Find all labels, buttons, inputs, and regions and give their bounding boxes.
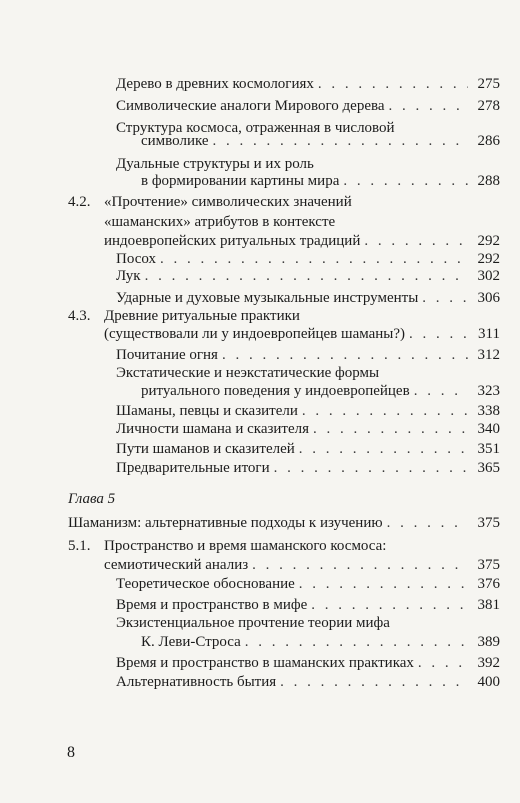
toc-entry-title: Время и пространство в шаманских практиках <box>116 655 414 671</box>
toc-entry-line: Дуальные структуры и их роль <box>116 156 314 172</box>
toc-entry-page: 351 <box>477 441 500 457</box>
toc-entry <box>116 266 500 286</box>
toc-entry-page: 286 <box>477 133 500 149</box>
toc-entry-page: 365 <box>477 460 500 476</box>
toc-entry <box>116 595 500 615</box>
toc-entry-page: 323 <box>477 383 500 399</box>
section-entry <box>104 324 500 344</box>
toc-entry-title: К. Леви-Строса <box>141 634 241 650</box>
toc-entry-page: 381 <box>477 597 500 613</box>
toc-entry-page: 288 <box>477 173 500 189</box>
leader-dots <box>302 401 468 421</box>
toc-entry-title: Теоретическое обоснование <box>116 576 295 592</box>
leader-dots <box>343 171 468 191</box>
toc-entry-page: 400 <box>477 674 500 690</box>
toc-entry-page: 340 <box>477 421 500 437</box>
toc-entry <box>116 419 500 439</box>
toc-entry-page: 278 <box>477 98 500 114</box>
toc-entry-title: Дерево в древних космологиях <box>116 76 314 92</box>
section-page: 375 <box>477 557 500 573</box>
toc-entry <box>116 458 500 478</box>
chapter-entry <box>68 513 500 533</box>
toc-entry-title: символике <box>141 133 209 149</box>
toc-entry-title: ритуального поведения у индоевропейцев <box>141 383 410 399</box>
toc-entry-title: в формировании картины мира <box>141 173 340 189</box>
toc-entry-page: 302 <box>477 268 500 284</box>
toc-entry <box>116 439 500 459</box>
section-number: 5.1. <box>68 538 91 554</box>
chapter-title: Шаманизм: альтернативные подходы к изучению <box>68 515 383 531</box>
toc-entry <box>141 171 500 191</box>
toc-entry-title: Предварительные итоги <box>116 460 270 476</box>
toc-entry-line: Экстатические и неэкстатические формы <box>116 365 380 381</box>
section-entry <box>104 555 500 575</box>
leader-dots <box>252 555 468 575</box>
leader-dots <box>311 595 468 615</box>
section-title: семиотический анализ <box>104 557 249 573</box>
toc-entry <box>116 574 500 594</box>
toc-entry-page: 338 <box>477 403 500 419</box>
chapter-page: 375 <box>477 515 500 531</box>
toc-entry-page: 376 <box>477 576 500 592</box>
section-heading-line: 4.3. Древние ритуальные практики <box>68 308 300 324</box>
leader-dots <box>145 266 468 286</box>
section-title: индоевропейских ритуальных традиций <box>104 233 361 249</box>
section-page: 292 <box>477 233 500 249</box>
section-entry <box>104 231 500 251</box>
leader-dots <box>274 458 468 478</box>
toc-entry <box>141 131 500 151</box>
section-page: 311 <box>478 326 500 342</box>
chapter-label: Глава 5 <box>68 491 116 507</box>
toc-entry-page: 389 <box>477 634 500 650</box>
section-number: 4.2. <box>68 194 91 210</box>
leader-dots <box>222 345 468 365</box>
toc-entry-title: Посох <box>116 251 156 267</box>
toc-entry <box>116 672 500 692</box>
toc-entry-title: Почитание огня <box>116 347 218 363</box>
toc-entry <box>116 653 500 673</box>
toc-entry-line: Структура космоса, отраженная в числовой <box>116 120 395 136</box>
section-title: (существовали ли у индоевропейцев шаманы?) <box>104 326 406 342</box>
toc-entry <box>116 96 500 116</box>
toc-entry-title: Ударные и духовые музыкальные инструменты <box>116 290 419 306</box>
toc-entry <box>141 381 500 401</box>
leader-dots <box>318 74 468 94</box>
toc-entry-title: Время и пространство в мифе <box>116 597 308 613</box>
leader-dots <box>313 419 468 439</box>
section-heading-line: 5.1. Пространство и время шаманского космоса: <box>68 538 387 554</box>
section-heading-line: «шаманских» атрибутов в контексте <box>104 214 336 230</box>
leader-dots <box>280 672 468 692</box>
toc-entry <box>116 345 500 365</box>
toc-entry-title: Альтернативность бытия <box>116 674 277 690</box>
toc-entry-title: Символические аналоги Мирового дерева <box>116 98 385 114</box>
toc-entry <box>116 288 500 308</box>
toc-entry <box>141 632 500 652</box>
section-heading-line: 4.2. «Прочтение» символических значений <box>68 194 352 210</box>
leader-dots <box>213 131 468 151</box>
leader-dots <box>387 513 468 533</box>
leader-dots <box>364 231 468 251</box>
leader-dots <box>299 574 468 594</box>
leader-dots <box>299 439 468 459</box>
toc-entry-page: 392 <box>477 655 500 671</box>
toc-entry-title: Шаманы, певцы и сказители <box>116 403 298 419</box>
toc-entry-page: 312 <box>477 347 500 363</box>
toc-entry-title: Лук <box>116 268 141 284</box>
leader-dots <box>409 324 468 344</box>
toc-entry-page: 275 <box>477 76 500 92</box>
toc-entry-line: Экзистенциальное прочтение теории мифа <box>116 615 390 631</box>
leader-dots <box>418 653 468 673</box>
leader-dots <box>422 288 468 308</box>
toc-entry <box>116 401 500 421</box>
toc-entry-page: 306 <box>477 290 500 306</box>
toc-entry <box>116 74 500 94</box>
toc-entry-page: 292 <box>477 251 500 267</box>
leader-dots <box>245 632 468 652</box>
section-number: 4.3. <box>68 308 91 324</box>
leader-dots <box>414 381 468 401</box>
page-number: 8 <box>67 744 75 761</box>
toc-entry-title: Пути шаманов и сказителей <box>116 441 295 457</box>
toc-entry-title: Личности шамана и сказителя <box>116 421 310 437</box>
leader-dots <box>389 96 468 116</box>
